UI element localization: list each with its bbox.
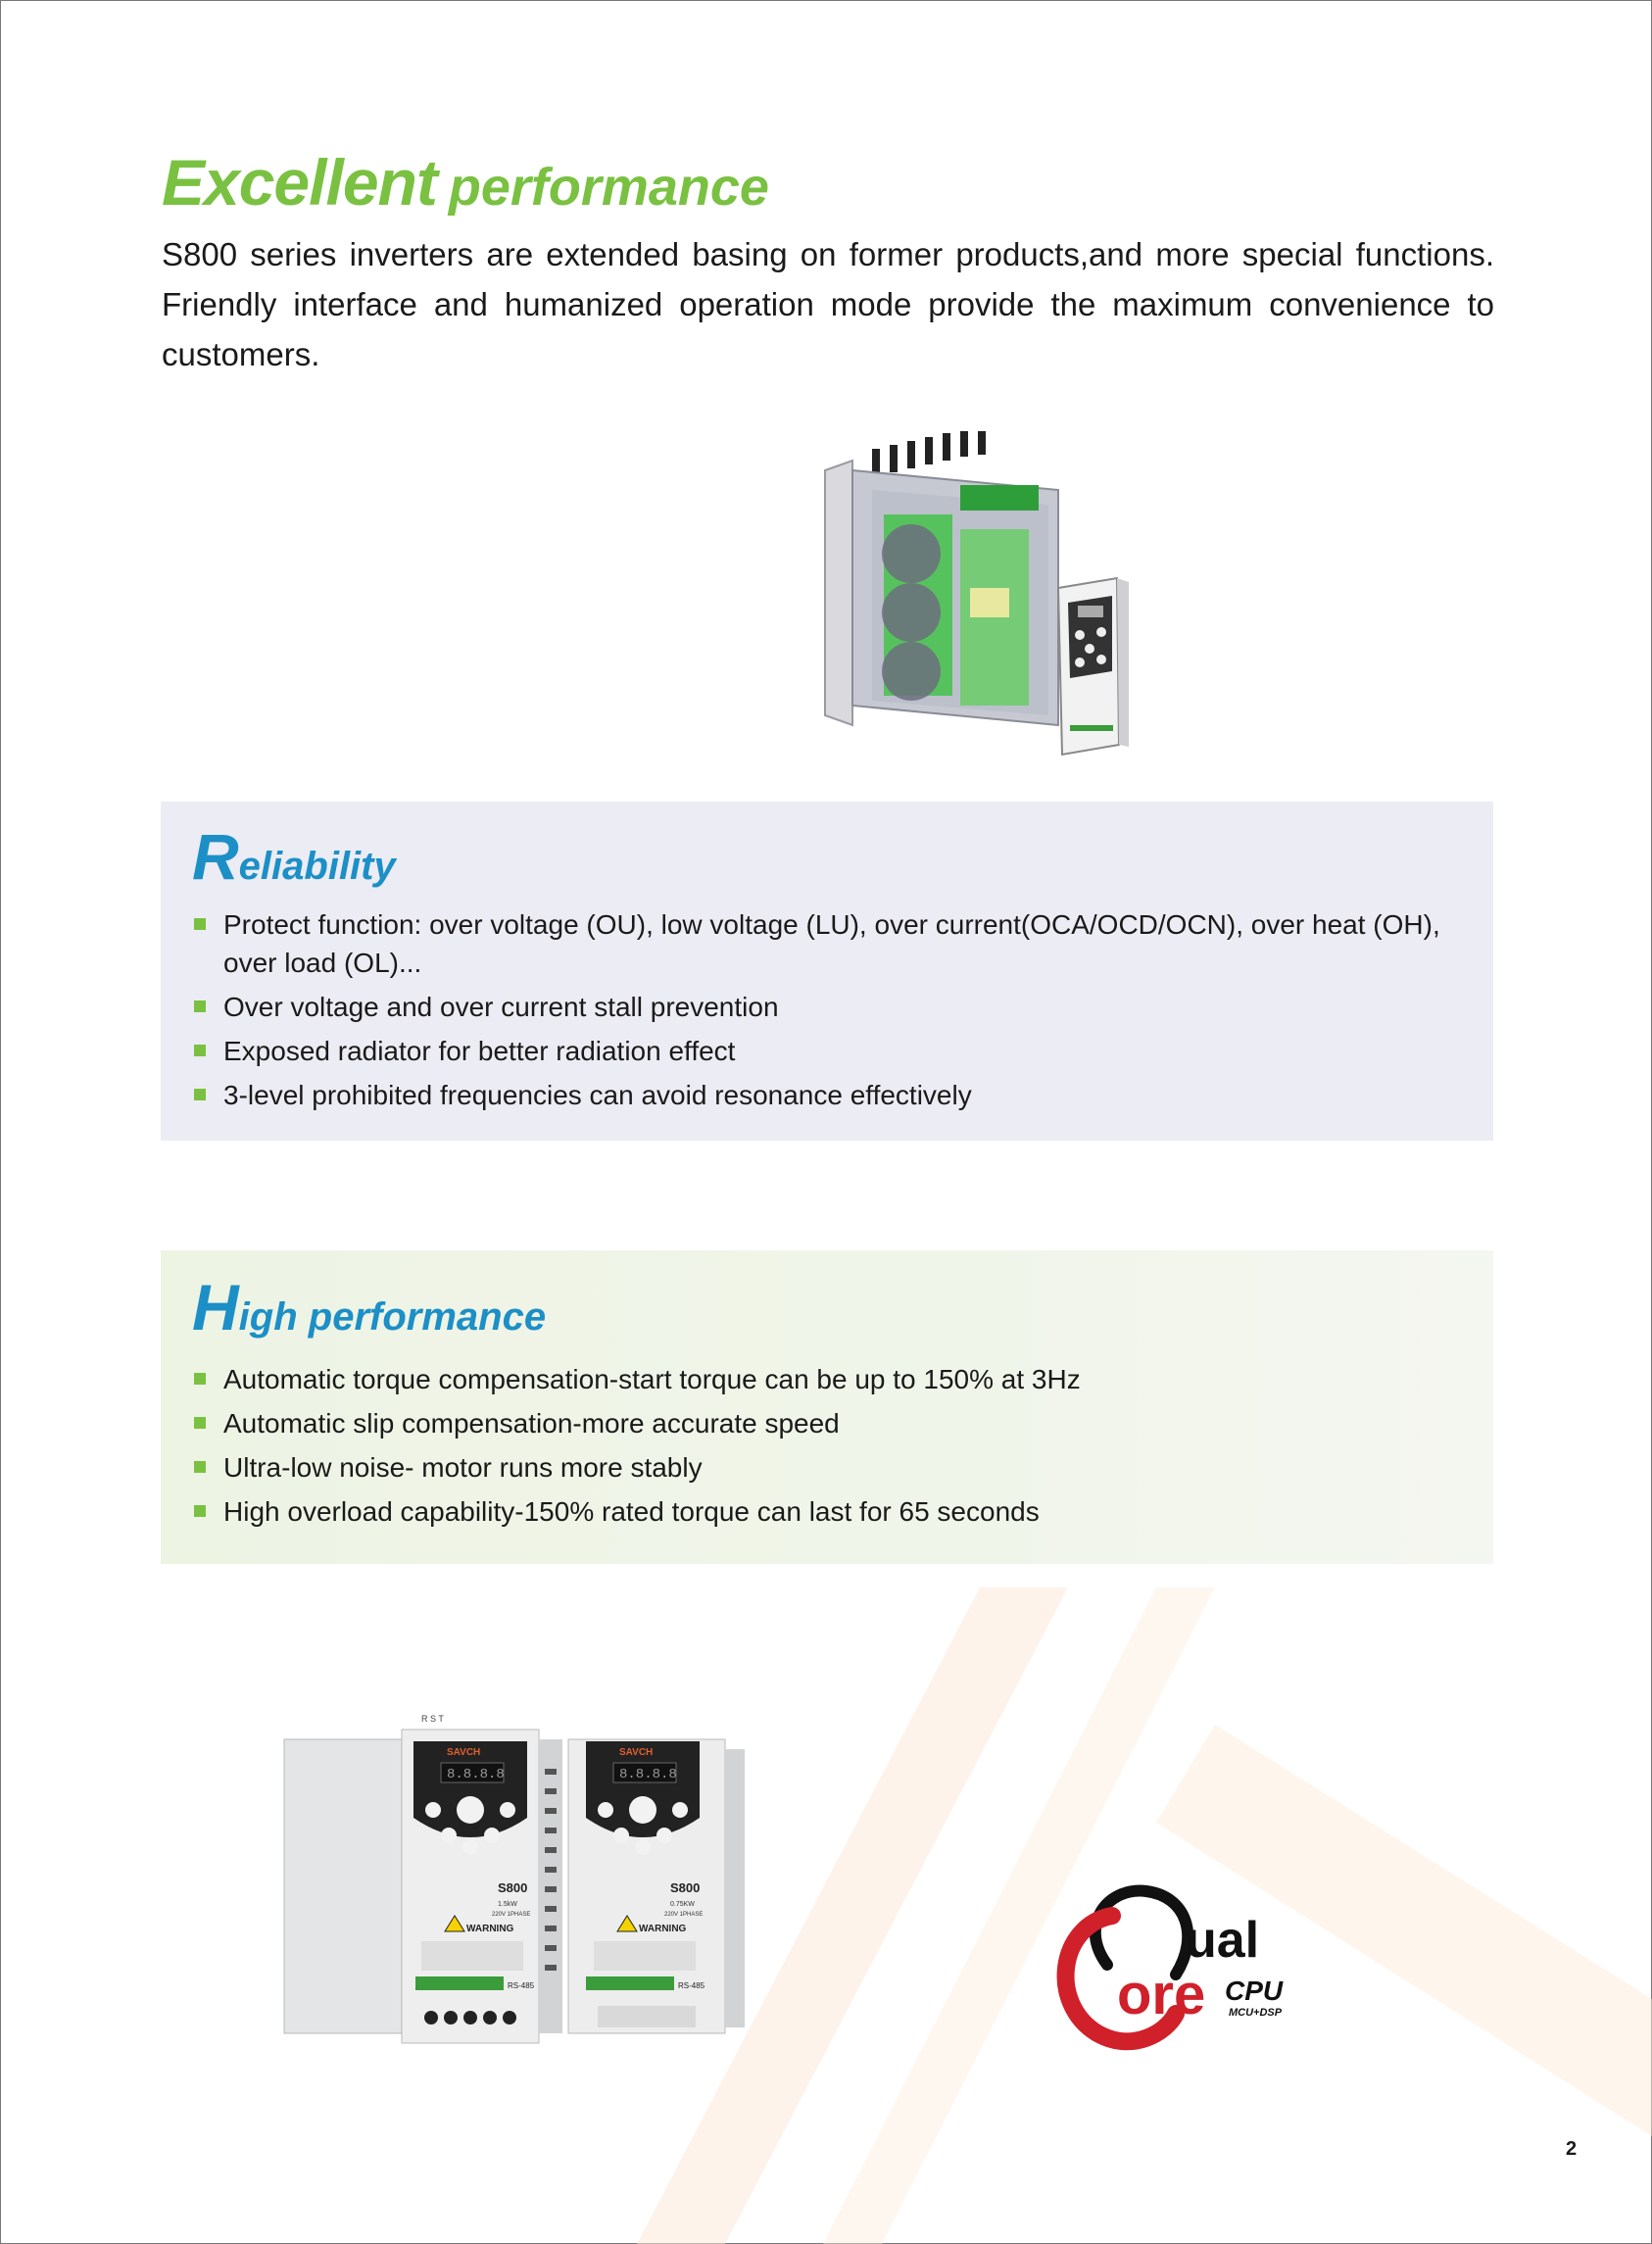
capacitor-2: [882, 583, 941, 642]
list-item: [194, 1360, 1468, 1398]
dual-core-cpu-logo: [1039, 1867, 1313, 2063]
list-item: [194, 1032, 1468, 1070]
left-rating-label: 1.5kW: [498, 1901, 517, 1908]
logo-text-mcu-dsp: MCU+DSP: [1229, 2007, 1283, 2019]
left-model-label: S800: [498, 1880, 528, 1895]
right-led-display: 8.8.8.8: [619, 1767, 677, 1782]
logo-text-ual: ual: [1186, 1912, 1260, 1969]
bullet-square-icon: [194, 1089, 206, 1100]
capacitor-3: [882, 642, 941, 701]
reliability-panel: [161, 802, 1493, 1141]
mounting-plate: [825, 461, 852, 725]
left-top-terminal-labels: R S T: [421, 1714, 444, 1724]
bullet-square-icon: [194, 918, 206, 930]
list-item: [194, 905, 1468, 982]
right-rating-label: 0.75KW: [670, 1901, 695, 1908]
inverter-unit-right: [568, 1739, 745, 2033]
page-title: [162, 145, 769, 220]
right-rs485-label: RS-485: [678, 1981, 705, 1990]
high-performance-heading-rest: igh performance: [238, 1295, 547, 1339]
capacitor-1: [882, 524, 941, 583]
bullet-square-icon: [194, 1505, 206, 1517]
list-item-text: Over voltage and over current stall prevention: [223, 992, 779, 1022]
right-model-label: S800: [670, 1880, 701, 1895]
list-item-text: High overload capability-150% rated torque can last for 65 seconds: [223, 1496, 1040, 1527]
reliability-heading: [192, 819, 396, 894]
terminal-block: [960, 485, 1039, 511]
bullet-square-icon: [194, 1461, 206, 1473]
right-warning-label: WARNING: [639, 1924, 687, 1934]
bullet-square-icon: [194, 1045, 206, 1056]
bullet-square-icon: [194, 1000, 206, 1012]
logo-text-cpu: CPU: [1225, 1976, 1284, 2006]
inverter-cutaway-illustration: [813, 431, 1205, 774]
left-brand-label: SAVCH: [447, 1747, 481, 1758]
list-item-text: Exposed radiator for better radiation effect: [223, 1036, 736, 1066]
bullet-square-icon: [194, 1373, 206, 1385]
list-item: [194, 1076, 1468, 1114]
title-word-excellent: Excellent: [162, 146, 437, 219]
list-item: [194, 988, 1468, 1026]
inverter-unit-left: [284, 1714, 562, 2043]
list-item-text: Ultra-low noise- motor runs more stably: [223, 1452, 703, 1483]
list-item-text: Protect function: over voltage (OU), low voltage (LU), over current(OCA/OCD/OCN), over heat (OH), over load (OL)...: [223, 909, 1440, 978]
list-item-text: Automatic slip compensation-more accurate speed: [223, 1408, 840, 1439]
list-item-text: Automatic torque compensation-start torque can be up to 150% at 3Hz: [223, 1364, 1081, 1394]
s800-inverters-photo: [274, 1700, 803, 2053]
high-performance-list: [194, 1360, 1468, 1537]
list-item-text: 3-level prohibited frequencies can avoid resonance effectively: [223, 1080, 972, 1110]
high-performance-heading: [192, 1270, 546, 1344]
left-warning-label: WARNING: [466, 1924, 514, 1934]
right-phase-label: 220V 1PHASE: [664, 1912, 704, 1918]
bullet-square-icon: [194, 1417, 206, 1429]
list-item: [194, 1448, 1468, 1487]
right-brand-label: SAVCH: [619, 1747, 654, 1758]
logo-text-ore: ore: [1117, 1963, 1206, 2026]
left-phase-label: 220V 1PHASE: [492, 1912, 531, 1918]
intro-paragraph: S800 series inverters are extended basing on former products,and more special functions. Friendly interface and humanized operation mode provide the maximum convenience to customers.: [162, 236, 1494, 372]
keypad-panel: [1058, 578, 1129, 755]
heatsink-fins: [872, 431, 986, 476]
title-word-performance: performance: [448, 158, 769, 217]
board-chip: [970, 588, 1009, 617]
reliability-list: [194, 905, 1468, 1120]
high-performance-panel: [161, 1250, 1493, 1564]
reliability-heading-rest: eliability: [238, 845, 396, 888]
page-number: 2: [1566, 2138, 1578, 2160]
list-item: [194, 1404, 1468, 1442]
high-performance-heading-initial: H: [192, 1271, 239, 1343]
reliability-heading-initial: R: [192, 820, 239, 893]
left-led-display: 8.8.8.8: [447, 1767, 505, 1782]
left-rs485-label: RS-485: [508, 1981, 535, 1990]
list-item: [194, 1492, 1468, 1531]
